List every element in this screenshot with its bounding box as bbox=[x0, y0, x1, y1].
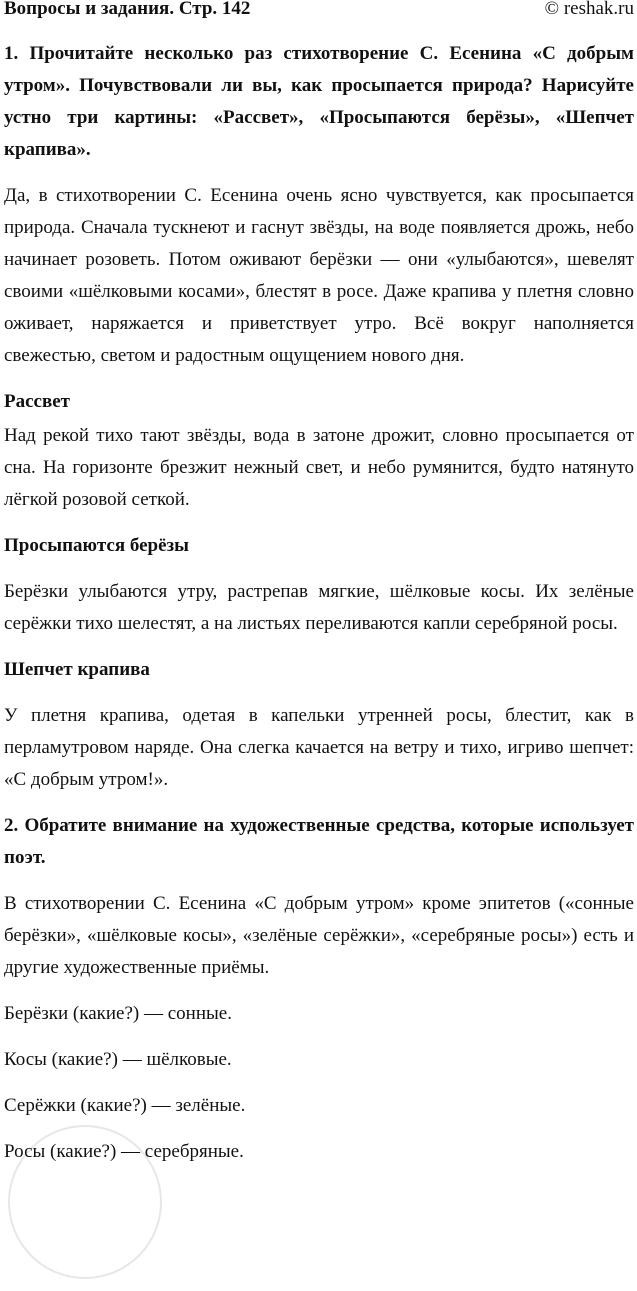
answer-2: В стихотворении С. Есенина «С добрым утром» кроме эпитетов («сонные берёзки», «шёлковые косы», «зелёные серёжки», «серебряные росы») есть и другие художественные приёмы. bbox=[4, 893, 634, 978]
picture-text-nettle: У плетня крапива, одетая в капельки утренней росы, блестит, как в перламутровом наряде. Она слегка качается на ветру и тихо, игриво шепчет: «С добрым утром!». bbox=[4, 705, 634, 790]
picture-heading-dawn: Рассвет bbox=[4, 391, 70, 412]
epithet-line: Косы (какие?) — шёлковые. bbox=[4, 1049, 232, 1070]
page bbox=[4, 0, 634, 1168]
page-header bbox=[4, 0, 634, 26]
picture-text-dawn: Над рекой тихо тают звёзды, вода в затоне дрожит, словно просыпается от сна. На горизонте брезжит нежный свет, и небо румянится, будто натянуто лёгкой розовой сеткой. bbox=[4, 425, 634, 510]
epithet-line: Росы (какие?) — серебряные. bbox=[4, 1141, 244, 1162]
site-credit[interactable]: © reshak.ru bbox=[544, 0, 634, 19]
picture-heading-nettle: Шепчет крапива bbox=[4, 659, 150, 680]
picture-heading-birches: Просыпаются берёзы bbox=[4, 535, 190, 556]
epithet-line: Серёжки (какие?) — зелёные. bbox=[4, 1095, 246, 1116]
answer-1: Да, в стихотворении С. Есенина очень ясно чувствуется, как просыпается природа. Сначала тускнеют и гаснут звёзды, на воде появляется дрожь, небо начинает розоветь. Потом оживают берёзки — они «улыбаются», шевелят своими «шёлковыми косами», блестят в росе. Даже крапива у плетня словно оживает, наряжается и приветствует утро. Всё вокруг наполняется свежестью, светом и радостным ощущением нового дня. bbox=[4, 185, 634, 366]
epithet-line: Берёзки (какие?) — сонные. bbox=[4, 1003, 232, 1024]
page-title: Вопросы и задания. Стр. 142 bbox=[4, 0, 251, 19]
question-2: 2. Обратите внимание на художественные средства, которые использует поэт. bbox=[4, 815, 634, 868]
picture-text-birches: Берёзки улыбаются утру, растрепав мягкие, шёлковые косы. Их зелёные серёжки тихо шелестят, а на листьях переливаются капли серебряной росы. bbox=[4, 581, 634, 634]
question-1: 1. Прочитайте несколько раз стихотворение С. Есенина «С добрым утром». Почувствовали ли вы, как просыпается природа? Нарисуйте устно три картины: «Рассвет», «Просыпаются берёзы», «Шепчет крапива». bbox=[4, 43, 634, 160]
